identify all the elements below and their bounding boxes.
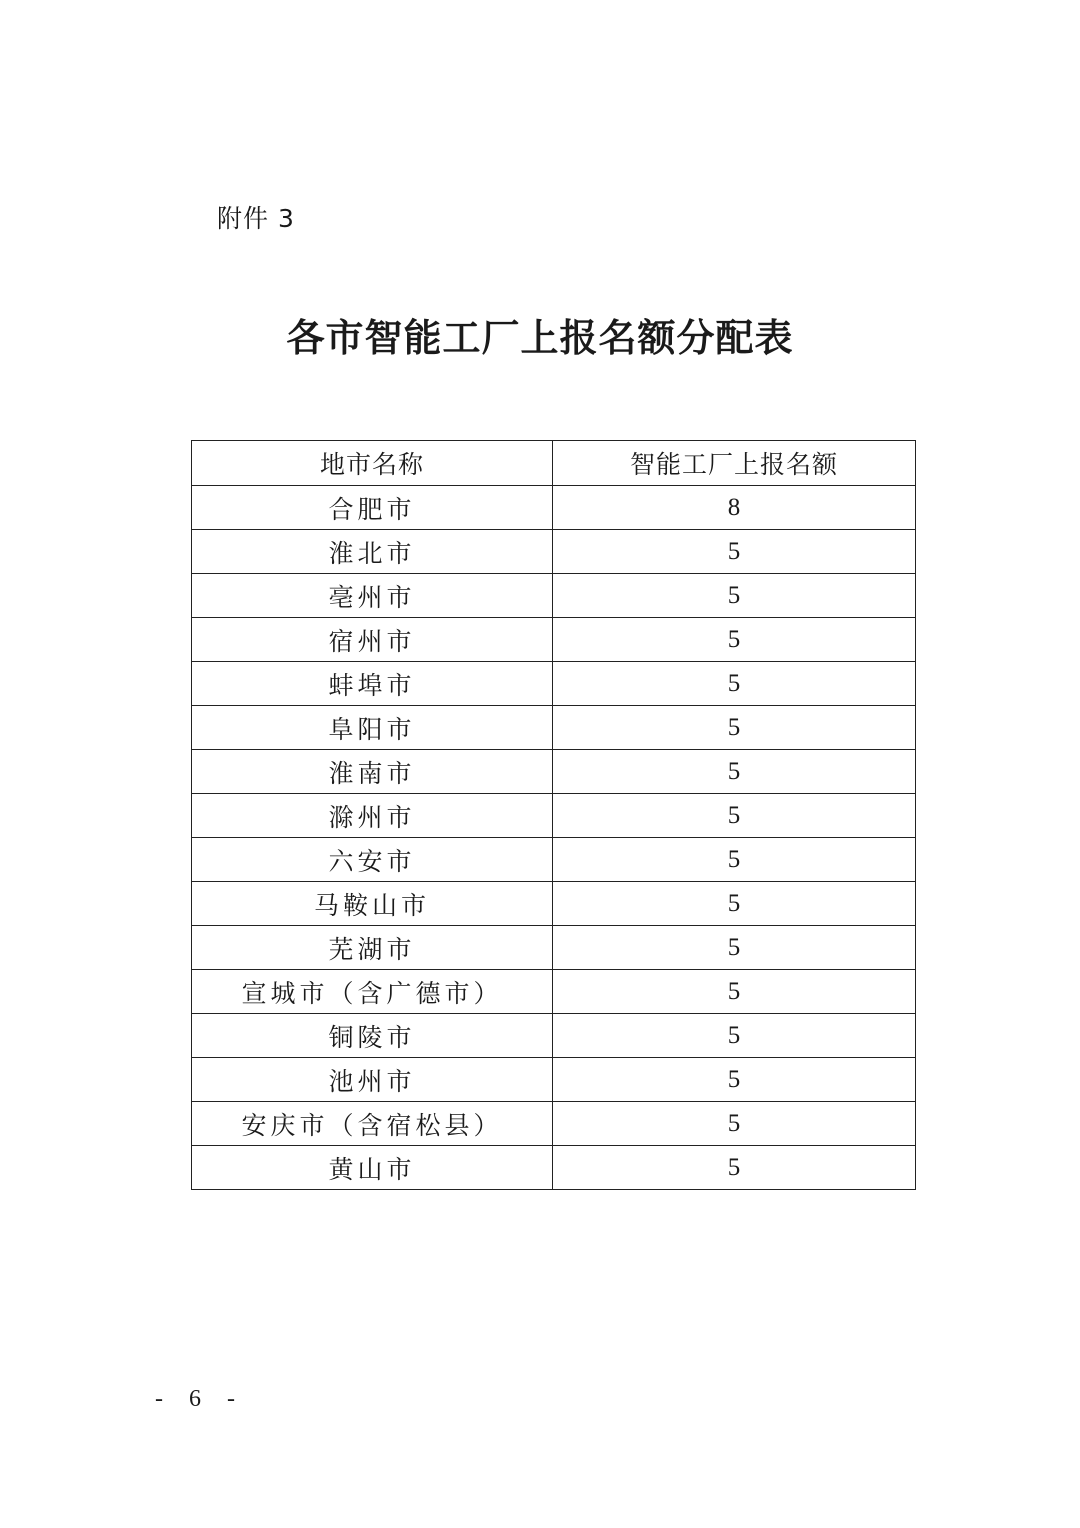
quota-cell: 5 bbox=[553, 1058, 916, 1102]
quota-cell: 5 bbox=[553, 750, 916, 794]
table-row bbox=[192, 1102, 916, 1146]
table-row bbox=[192, 574, 916, 618]
quota-cell: 5 bbox=[553, 1146, 916, 1190]
quota-cell: 5 bbox=[553, 662, 916, 706]
quota-cell: 5 bbox=[553, 618, 916, 662]
city-name-cell: 蚌埠市 bbox=[192, 662, 553, 706]
page-title: 各市智能工厂上报名额分配表 bbox=[286, 315, 794, 360]
city-name-cell: 芜湖市 bbox=[192, 926, 553, 970]
quota-cell: 5 bbox=[553, 838, 916, 882]
city-name-cell: 淮北市 bbox=[192, 530, 553, 574]
quota-cell: 5 bbox=[553, 926, 916, 970]
city-name-cell: 六安市 bbox=[192, 838, 553, 882]
city-name-cell: 安庆市（含宿松县） bbox=[192, 1102, 553, 1146]
table-row bbox=[192, 794, 916, 838]
quota-cell: 5 bbox=[553, 970, 916, 1014]
city-name-cell: 池州市 bbox=[192, 1058, 553, 1102]
table-row bbox=[192, 750, 916, 794]
city-name-cell: 合肥市 bbox=[192, 486, 553, 530]
table-row bbox=[192, 618, 916, 662]
city-name-cell: 滁州市 bbox=[192, 794, 553, 838]
quota-cell: 5 bbox=[553, 1102, 916, 1146]
city-name-cell: 铜陵市 bbox=[192, 1014, 553, 1058]
city-name-cell: 阜阳市 bbox=[192, 706, 553, 750]
city-name-cell: 黄山市 bbox=[192, 1146, 553, 1190]
city-name-cell: 宣城市（含广德市） bbox=[192, 970, 553, 1014]
table-row bbox=[192, 838, 916, 882]
table-row bbox=[192, 706, 916, 750]
quota-table bbox=[191, 440, 916, 1190]
table-row bbox=[192, 486, 916, 530]
attachment-label: 附件 3 bbox=[217, 204, 295, 233]
quota-cell: 5 bbox=[553, 1014, 916, 1058]
table-row bbox=[192, 530, 916, 574]
table-row bbox=[192, 970, 916, 1014]
city-name-cell: 亳州市 bbox=[192, 574, 553, 618]
table-row bbox=[192, 1014, 916, 1058]
quota-cell: 8 bbox=[553, 486, 916, 530]
table-row bbox=[192, 882, 916, 926]
quota-cell: 5 bbox=[553, 882, 916, 926]
quota-cell: 5 bbox=[553, 530, 916, 574]
table-row bbox=[192, 1146, 916, 1190]
quota-cell: 5 bbox=[553, 706, 916, 750]
quota-cell: 5 bbox=[553, 574, 916, 618]
city-name-cell: 宿州市 bbox=[192, 618, 553, 662]
table-row bbox=[192, 926, 916, 970]
page-number: - 6 - bbox=[155, 1386, 245, 1412]
column-header-city: 地市名称 bbox=[192, 441, 553, 486]
column-header-quota: 智能工厂上报名额 bbox=[553, 441, 916, 486]
city-name-cell: 马鞍山市 bbox=[192, 882, 553, 926]
city-name-cell: 淮南市 bbox=[192, 750, 553, 794]
quota-cell: 5 bbox=[553, 794, 916, 838]
table-header-row bbox=[192, 441, 916, 486]
table-row bbox=[192, 662, 916, 706]
table-row bbox=[192, 1058, 916, 1102]
